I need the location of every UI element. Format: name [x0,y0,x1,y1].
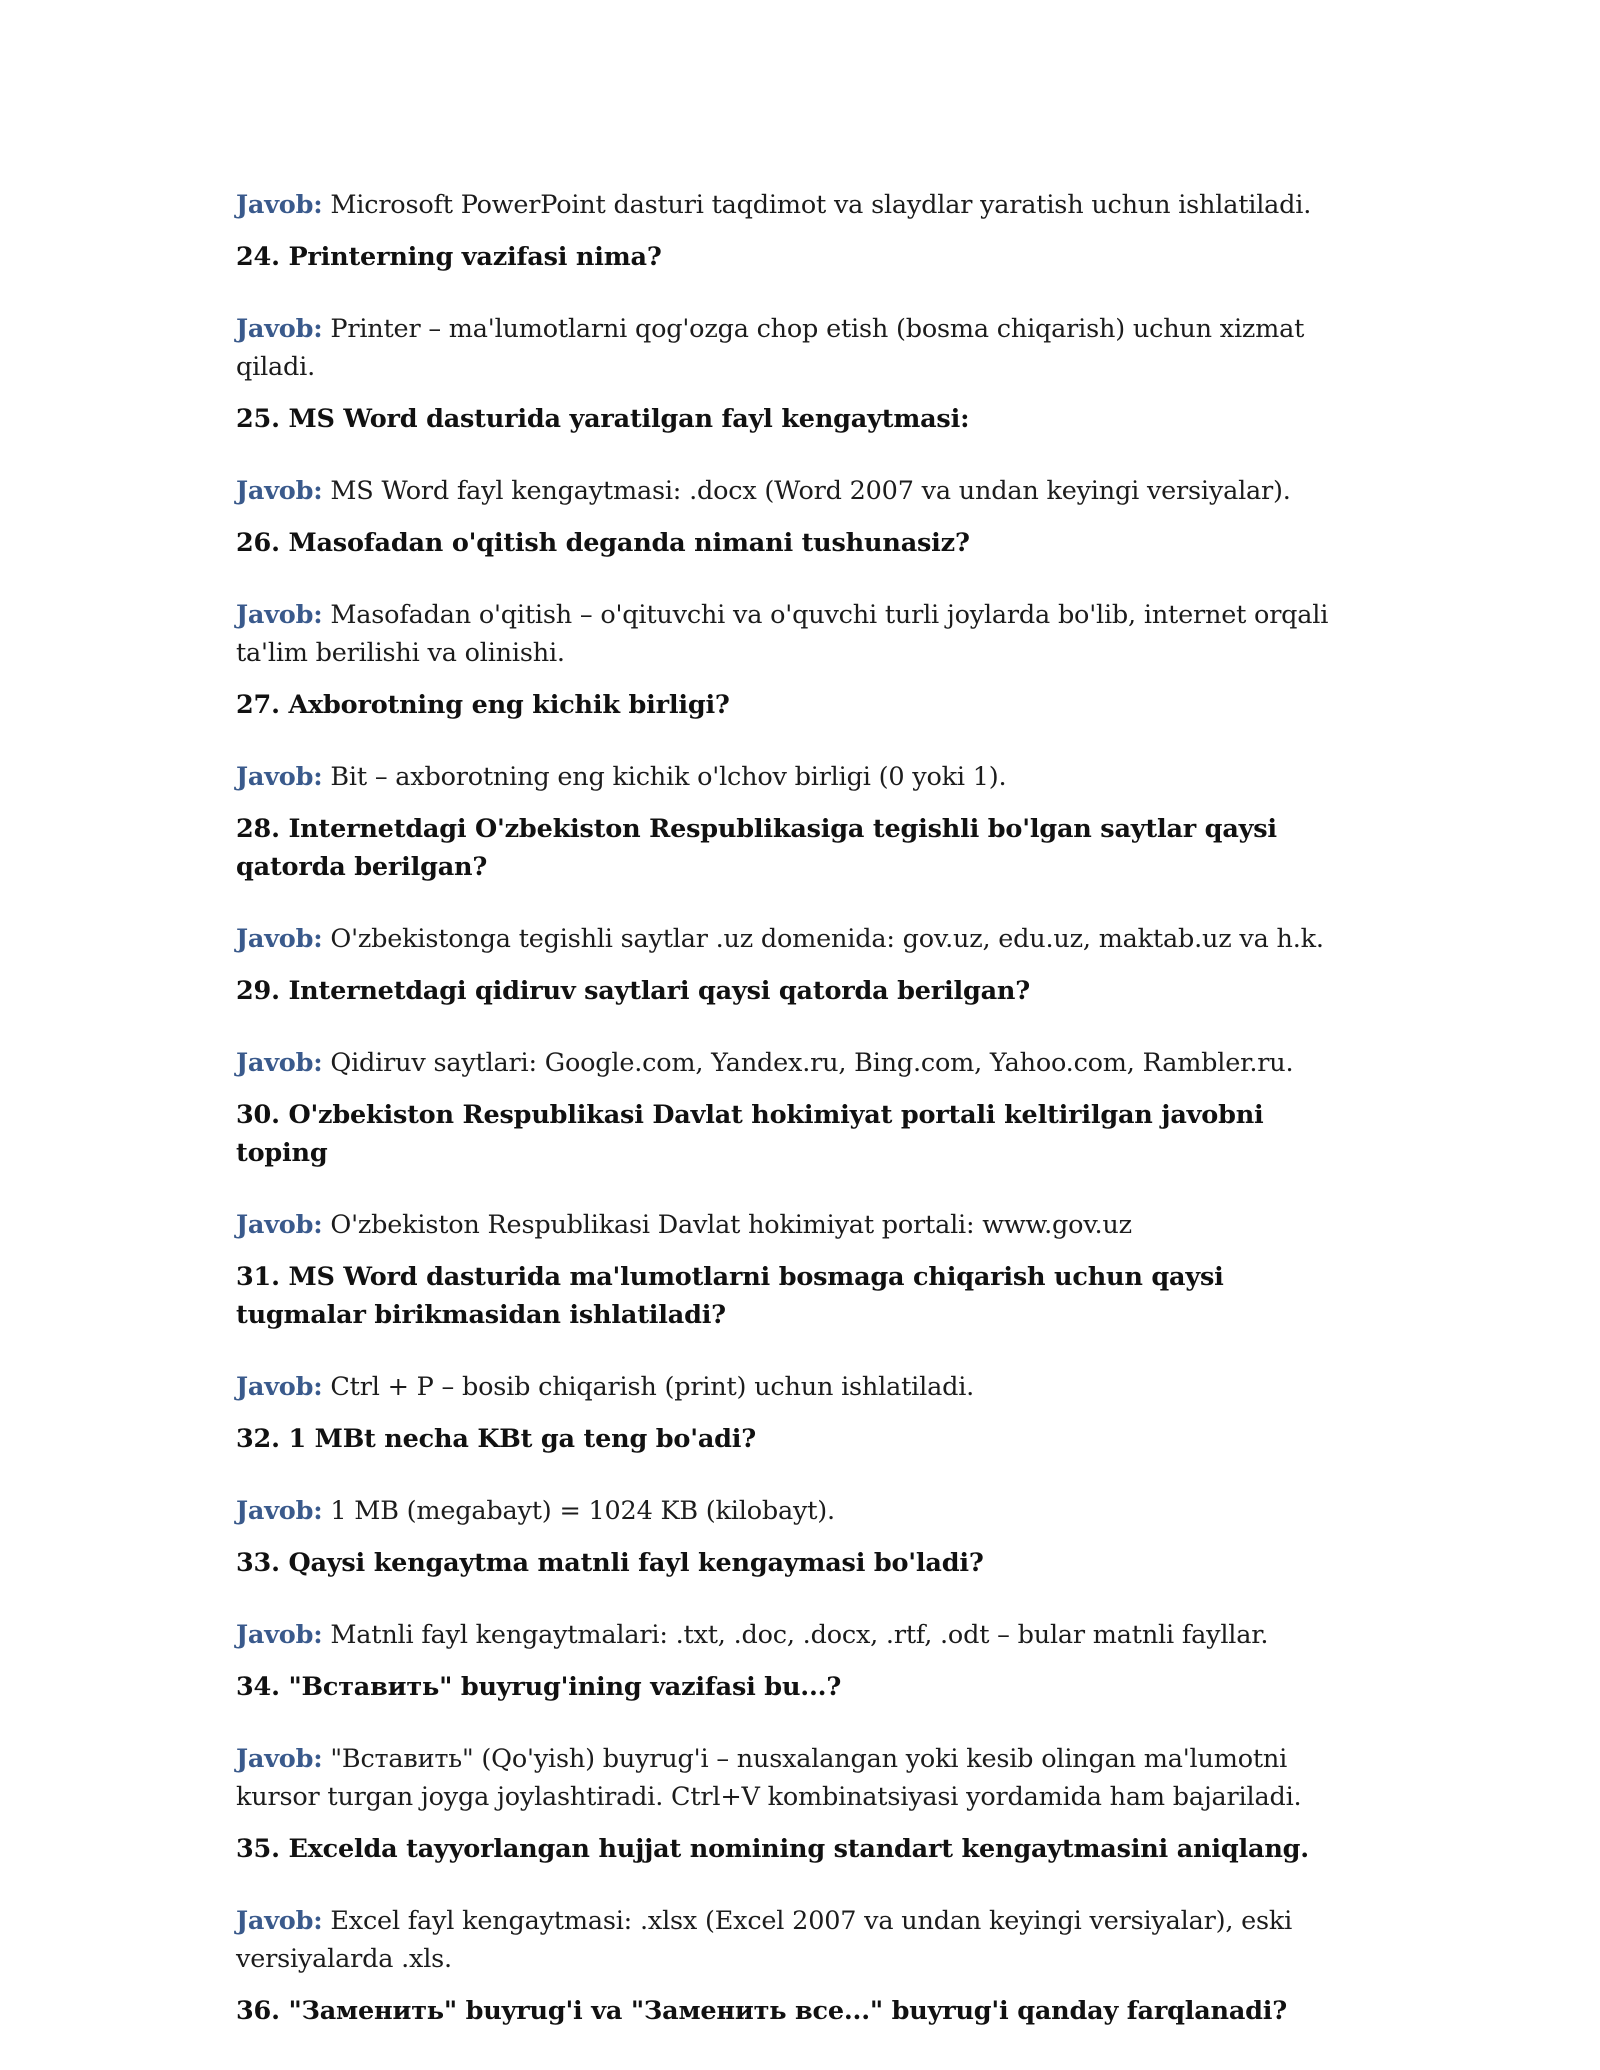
answer-paragraph [236,1902,1356,1978]
answer-label: Javob: [236,190,323,220]
question-heading: 29. Internetdagi qidiruv saytlari qaysi qatorda berilgan? [236,976,1031,1006]
question-heading: 26. Masofadan o'qitish deganda nimani tushunasiz? [236,528,970,558]
answer-label: Javob: [236,924,323,954]
question-heading: 36. "Заменить" buyrug'i va "Заменить все..." buyrug'i qanday farqlanadi? [236,1996,1288,2026]
question-heading: 33. Qaysi kengaytma matnli fayl kengaymasi bo'ladi? [236,1548,984,1578]
answer-label: Javob: [236,1496,323,1526]
question-heading: 34. "Вставить" buyrug'ining vazifasi bu...? [236,1672,842,1702]
answer-text: O'zbekistonga tegishli saytlar .uz domenida: gov.uz, edu.uz, maktab.uz va h.k. [322,924,1324,954]
question-heading: 32. 1 MBt necha KBt ga teng bo'adi? [236,1424,757,1454]
answer-label: Javob: [236,762,323,792]
question-heading: 27. Axborotning eng kichik birligi? [236,690,730,720]
question-heading: 28. Internetdagi O'zbekiston Respublikasiga tegishli bo'lgan saytlar qaysi qatorda berilgan? [236,814,1277,882]
answer-label: Javob: [236,600,323,630]
answer-label: Javob: [236,1906,323,1936]
answer-text: Qidiruv saytlari: Google.com, Yandex.ru, Bing.com, Yahoo.com, Rambler.ru. [322,1048,1294,1078]
answer-text: Matnli fayl kengaytmalari: .txt, .doc, .docx, .rtf, .odt – bular matnli fayllar. [322,1620,1269,1650]
answer-label: Javob: [236,1210,323,1240]
answer-label: Javob: [236,1620,323,1650]
answer-text: Ctrl + P – bosib chiqarish (print) uchun ishlatiladi. [322,1372,975,1402]
answer-paragraph [236,1740,1356,1816]
question-heading: 24. Printerning vazifasi nima? [236,242,662,272]
question-heading: 31. MS Word dasturida ma'lumotlarni bosmaga chiqarish uchun qaysi tugmalar birikmasidan ishlatiladi? [236,1262,1224,1330]
answer-label: Javob: [236,1744,323,1774]
answer-paragraph [236,1044,1356,1082]
answer-label: Javob: [236,1372,323,1402]
question-heading: 25. MS Word dasturida yaratilgan fayl kengaytmasi: [236,404,970,434]
answer-paragraph [236,596,1356,672]
answer-text: Microsoft PowerPoint dasturi taqdimot va slaydlar yaratish uchun ishlatiladi. [322,190,1312,220]
answer-paragraph [236,186,1356,224]
answer-label: Javob: [236,1048,323,1078]
answer-paragraph [236,1616,1356,1654]
answer-text: Printer – ma'lumotlarni qog'ozga chop etish (bosma chiqarish) uchun xizmat qiladi. [236,314,1305,382]
answer-paragraph [236,1368,1356,1406]
answer-text: O'zbekiston Respublikasi Davlat hokimiyat portali: www.gov.uz [322,1210,1132,1240]
answer-paragraph [236,920,1356,958]
answer-paragraph [236,1492,1356,1530]
answer-label: Javob: [236,476,323,506]
answer-paragraph [236,310,1356,386]
answer-text: Bit – axborotning eng kichik o'lchov birligi (0 yoki 1). [322,762,1007,792]
question-heading: 35. Excelda tayyorlangan hujjat nomining standart kengaytmasini aniqlang. [236,1834,1309,1864]
answer-text: "Вставить" (Qo'yish) buyrug'i – nusxalangan yoki kesib olingan ma'lumotni kursor turgan joyga joylashtiradi. Ctrl+V kombinatsiyasi yordamida ham bajariladi. [236,1744,1302,1812]
answer-label: Javob: [236,314,323,344]
answer-paragraph [236,758,1356,796]
answer-text: Masofadan o'qitish – o'qituvchi va o'quvchi turli joylarda bo'lib, internet orqali ta'lim berilishi va olinishi. [236,600,1329,668]
answer-paragraph [236,1206,1356,1244]
document-body [236,186,1356,2064]
answer-paragraph [236,472,1356,510]
answer-text: MS Word fayl kengaytmasi: .docx (Word 2007 va undan keyingi versiyalar). [322,476,1291,506]
answer-text: Excel fayl kengaytmasi: .xlsx (Excel 2007 va undan keyingi versiyalar), eski versiyalarda .xls. [236,1906,1293,1974]
answer-text: 1 MB (megabayt) = 1024 KB (kilobayt). [322,1496,835,1526]
question-heading: 30. O'zbekiston Respublikasi Davlat hokimiyat portali keltirilgan javobni toping [236,1100,1264,1168]
